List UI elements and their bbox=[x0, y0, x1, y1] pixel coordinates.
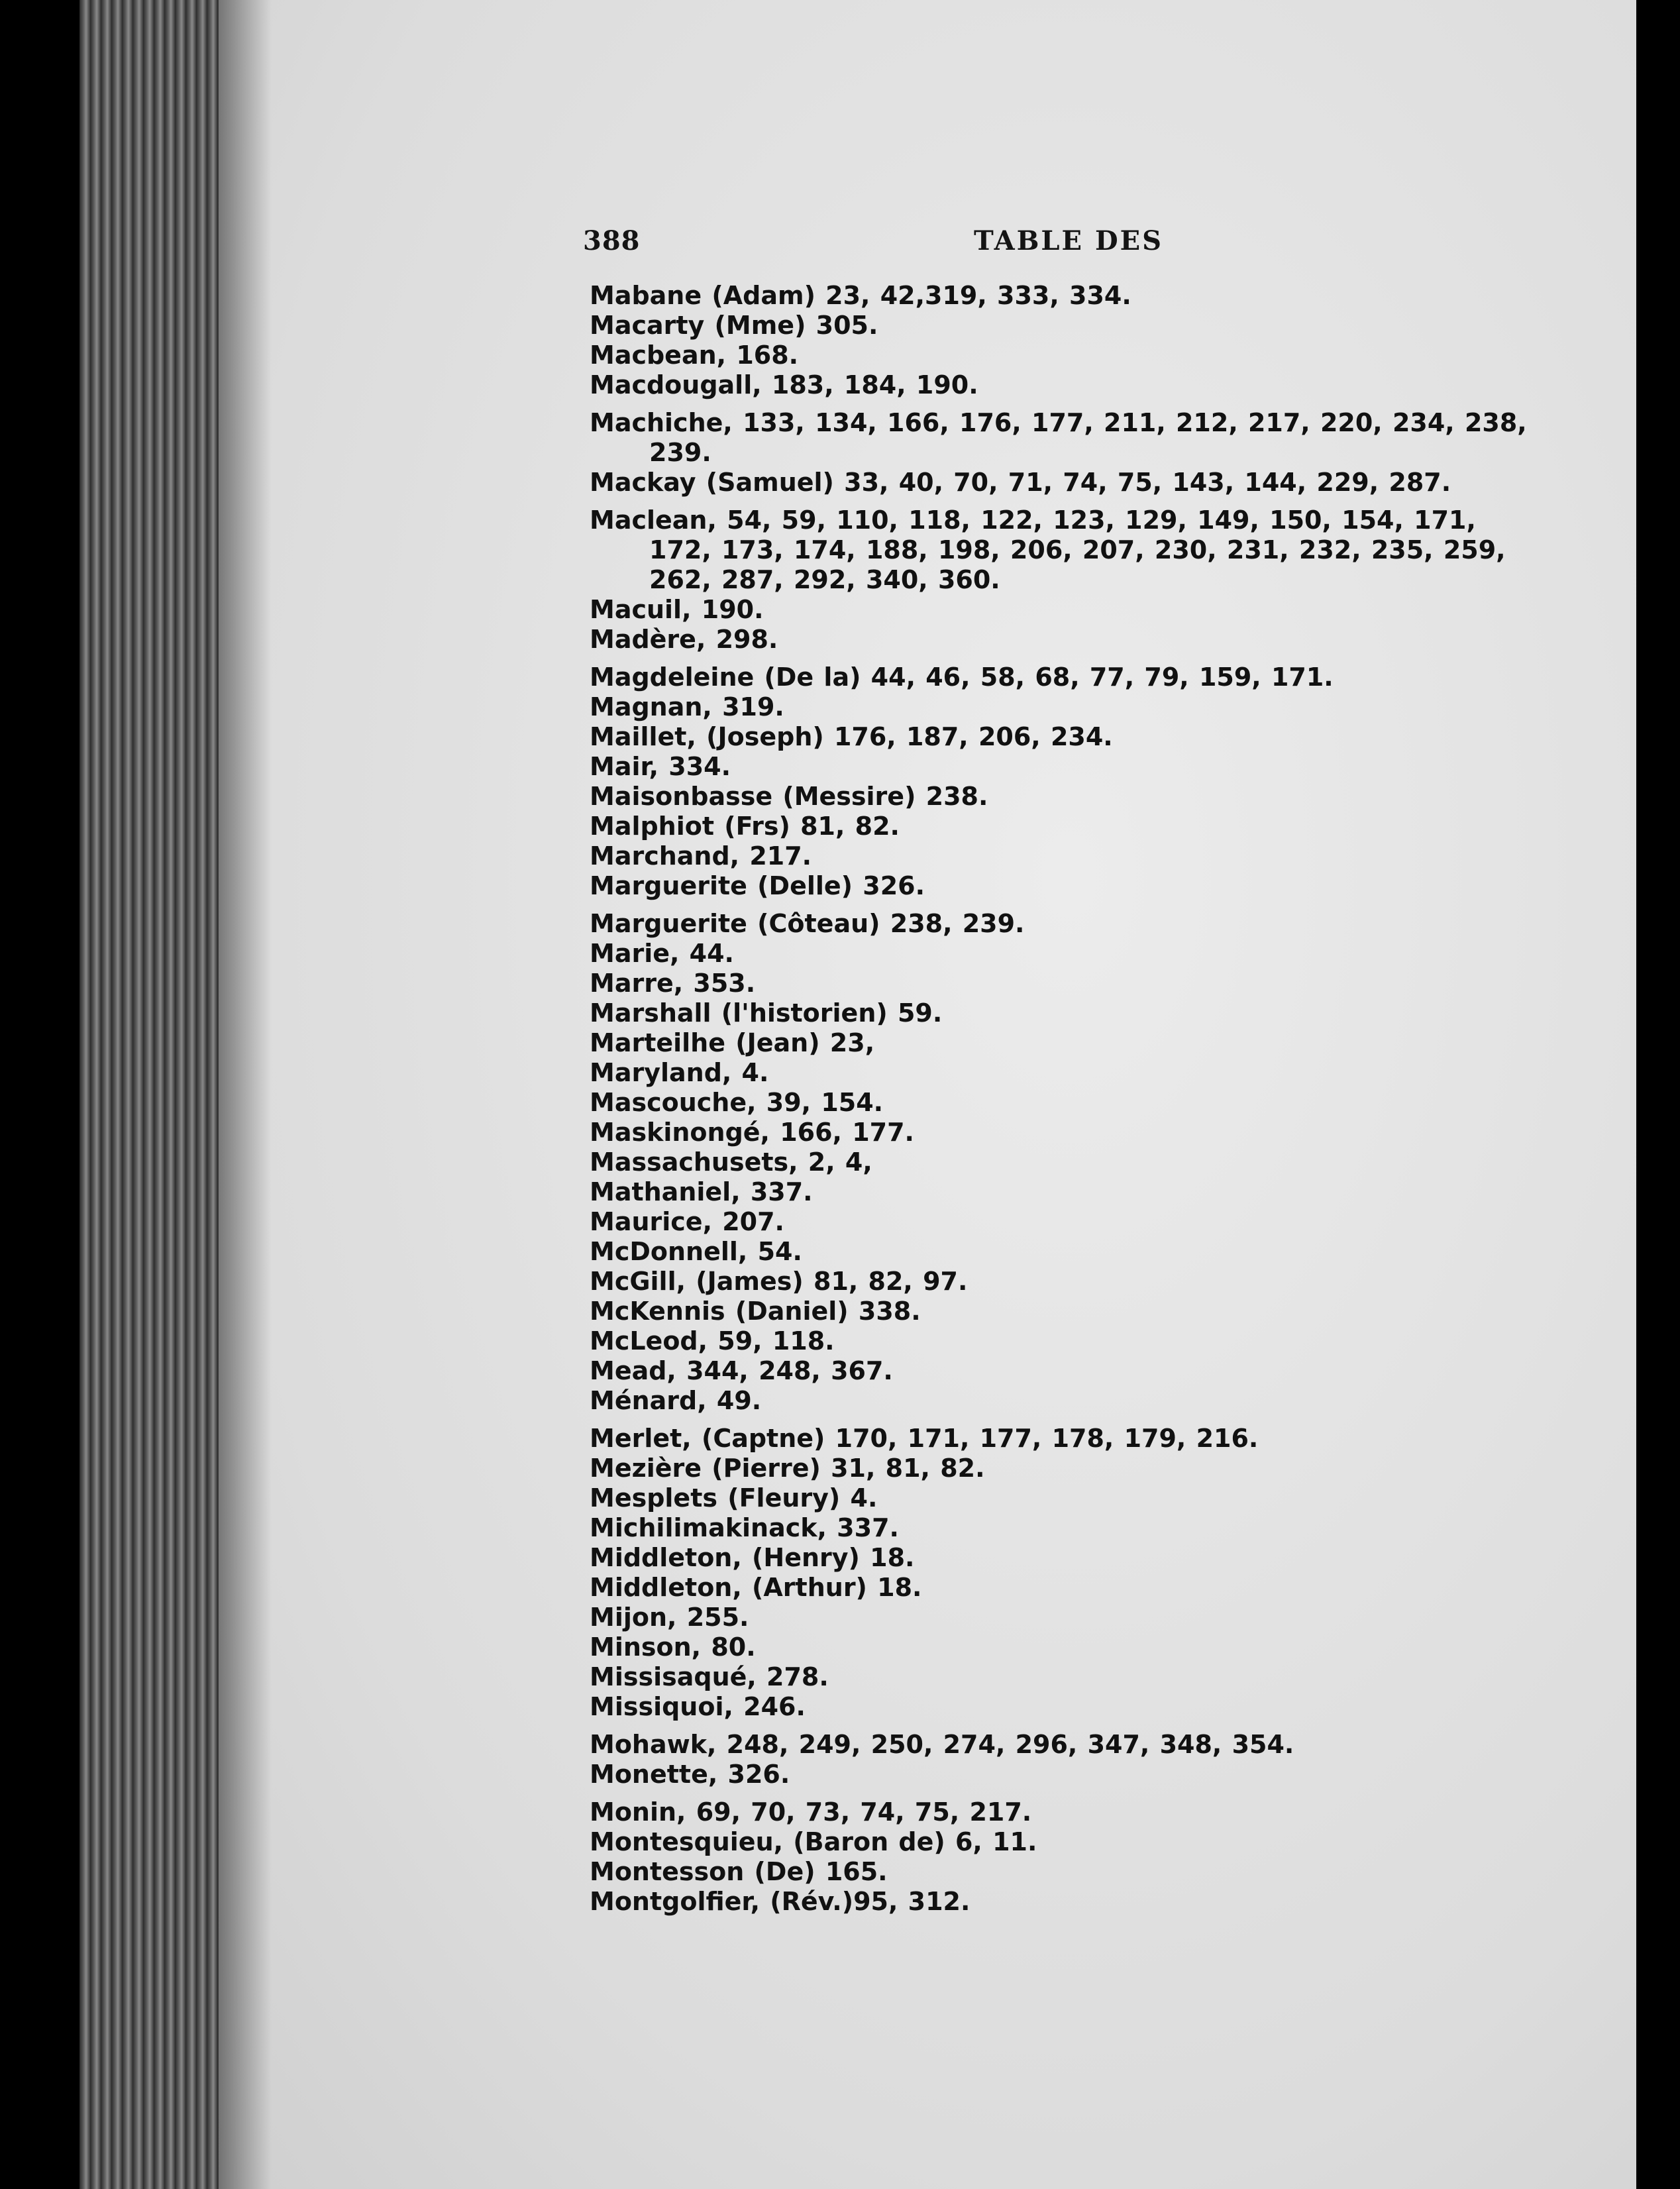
index-entry: Mezière (Pierre) 31, 81, 82. bbox=[590, 1454, 985, 1483]
page-number: 388 bbox=[583, 225, 641, 256]
index-entry: Mead, 344, 248, 367. bbox=[590, 1356, 893, 1385]
index-entry: Montesson (De) 165. bbox=[590, 1857, 888, 1886]
index-entry-list bbox=[590, 281, 1537, 1917]
index-entry: Mohawk, 248, 249, 250, 274, 296, 347, 348, 354. bbox=[590, 1730, 1294, 1759]
index-entry: Macbean, 168. bbox=[590, 341, 799, 370]
index-entry: Montesquieu, (Baron de) 6, 11. bbox=[590, 1827, 1037, 1856]
index-entry: Mabane (Adam) 23, 42,319, 333, 334. bbox=[590, 281, 1131, 310]
index-entry: Merlet, (Captne) 170, 171, 177, 178, 179, 216. bbox=[590, 1424, 1259, 1453]
index-entry: Middleton, (Henry) 18. bbox=[590, 1543, 915, 1572]
index-entry: Massachusets, 2, 4, bbox=[590, 1148, 872, 1177]
index-entry: McDonnell, 54. bbox=[590, 1237, 802, 1266]
index-entry: Maisonbasse (Messire) 238. bbox=[590, 782, 988, 811]
index-entry: Marie, 44. bbox=[590, 939, 734, 968]
index-entry: Mathaniel, 337. bbox=[590, 1177, 813, 1206]
index-entry: Mascouche, 39, 154. bbox=[590, 1088, 884, 1117]
index-entry: Ménard, 49. bbox=[590, 1386, 762, 1415]
index-entry: Missiquoi, 246. bbox=[590, 1692, 806, 1721]
scan-border bbox=[1636, 0, 1680, 2189]
index-entry: Magdeleine (De la) 44, 46, 58, 68, 77, 79, 159, 171. bbox=[590, 663, 1334, 692]
index-entry: Michilimakinack, 337. bbox=[590, 1513, 899, 1542]
index-entry: Minson, 80. bbox=[590, 1632, 756, 1662]
index-entry: Madère, 298. bbox=[590, 625, 778, 654]
index-entry: Marre, 353. bbox=[590, 969, 756, 998]
index-entry: Mair, 334. bbox=[590, 752, 731, 781]
index-entry: Maryland, 4. bbox=[590, 1058, 769, 1087]
index-entry: Monin, 69, 70, 73, 74, 75, 217. bbox=[590, 1797, 1032, 1827]
index-entry: Maskinongé, 166, 177. bbox=[590, 1118, 914, 1147]
index-entry: Middleton, (Arthur) 18. bbox=[590, 1573, 922, 1602]
index-entry: Magnan, 319. bbox=[590, 692, 784, 721]
index-entry: Mesplets (Fleury) 4. bbox=[590, 1483, 878, 1513]
index-entry: Machiche, 133, 134, 166, 176, 177, 211, 212, 217, 220, 234, 238, 239. bbox=[590, 408, 1537, 467]
index-entry: Missisaqué, 278. bbox=[590, 1662, 829, 1691]
index-entry: Montgolfier, (Rév.)95, 312. bbox=[590, 1887, 971, 1916]
index-entry: Malphiot (Frs) 81, 82. bbox=[590, 812, 900, 841]
index-entry: Macuil, 190. bbox=[590, 595, 764, 624]
index-entry: Maclean, 54, 59, 110, 118, 122, 123, 129, 149, 150, 154, 171, 172, 173, 174, 188, 198, 206, 207, 230, 231, 232, 235, 259, 262, 287, 292, 340, 360. bbox=[590, 506, 1516, 594]
running-head: TABLE DES bbox=[974, 225, 1164, 256]
index-entry: Macdougall, 183, 184, 190. bbox=[590, 370, 978, 400]
page-gutter-shadow bbox=[219, 0, 272, 2189]
index-entry: Maurice, 207. bbox=[590, 1207, 784, 1236]
index-entry: McLeod, 59, 118. bbox=[590, 1326, 835, 1356]
index-entry: Marguerite (Delle) 326. bbox=[590, 871, 925, 900]
index-entry: Marguerite (Côteau) 238, 239. bbox=[590, 909, 1025, 938]
page-header bbox=[583, 225, 1510, 262]
index-entry: Marteilhe (Jean) 23, bbox=[590, 1028, 875, 1057]
index-entry: Mackay (Samuel) 33, 40, 70, 71, 74, 75, 143, 144, 229, 287. bbox=[590, 468, 1451, 497]
index-entry: Maillet, (Joseph) 176, 187, 206, 234. bbox=[590, 722, 1113, 751]
index-entry: Macarty (Mme) 305. bbox=[590, 311, 878, 340]
index-entry: Marchand, 217. bbox=[590, 841, 812, 871]
index-entry: McGill, (James) 81, 82, 97. bbox=[590, 1267, 968, 1296]
index-entry: McKennis (Daniel) 338. bbox=[590, 1297, 921, 1326]
index-entry: Marshall (l'historien) 59. bbox=[590, 998, 943, 1028]
index-entry: Monette, 326. bbox=[590, 1760, 790, 1789]
index-entry: Mijon, 255. bbox=[590, 1603, 749, 1632]
